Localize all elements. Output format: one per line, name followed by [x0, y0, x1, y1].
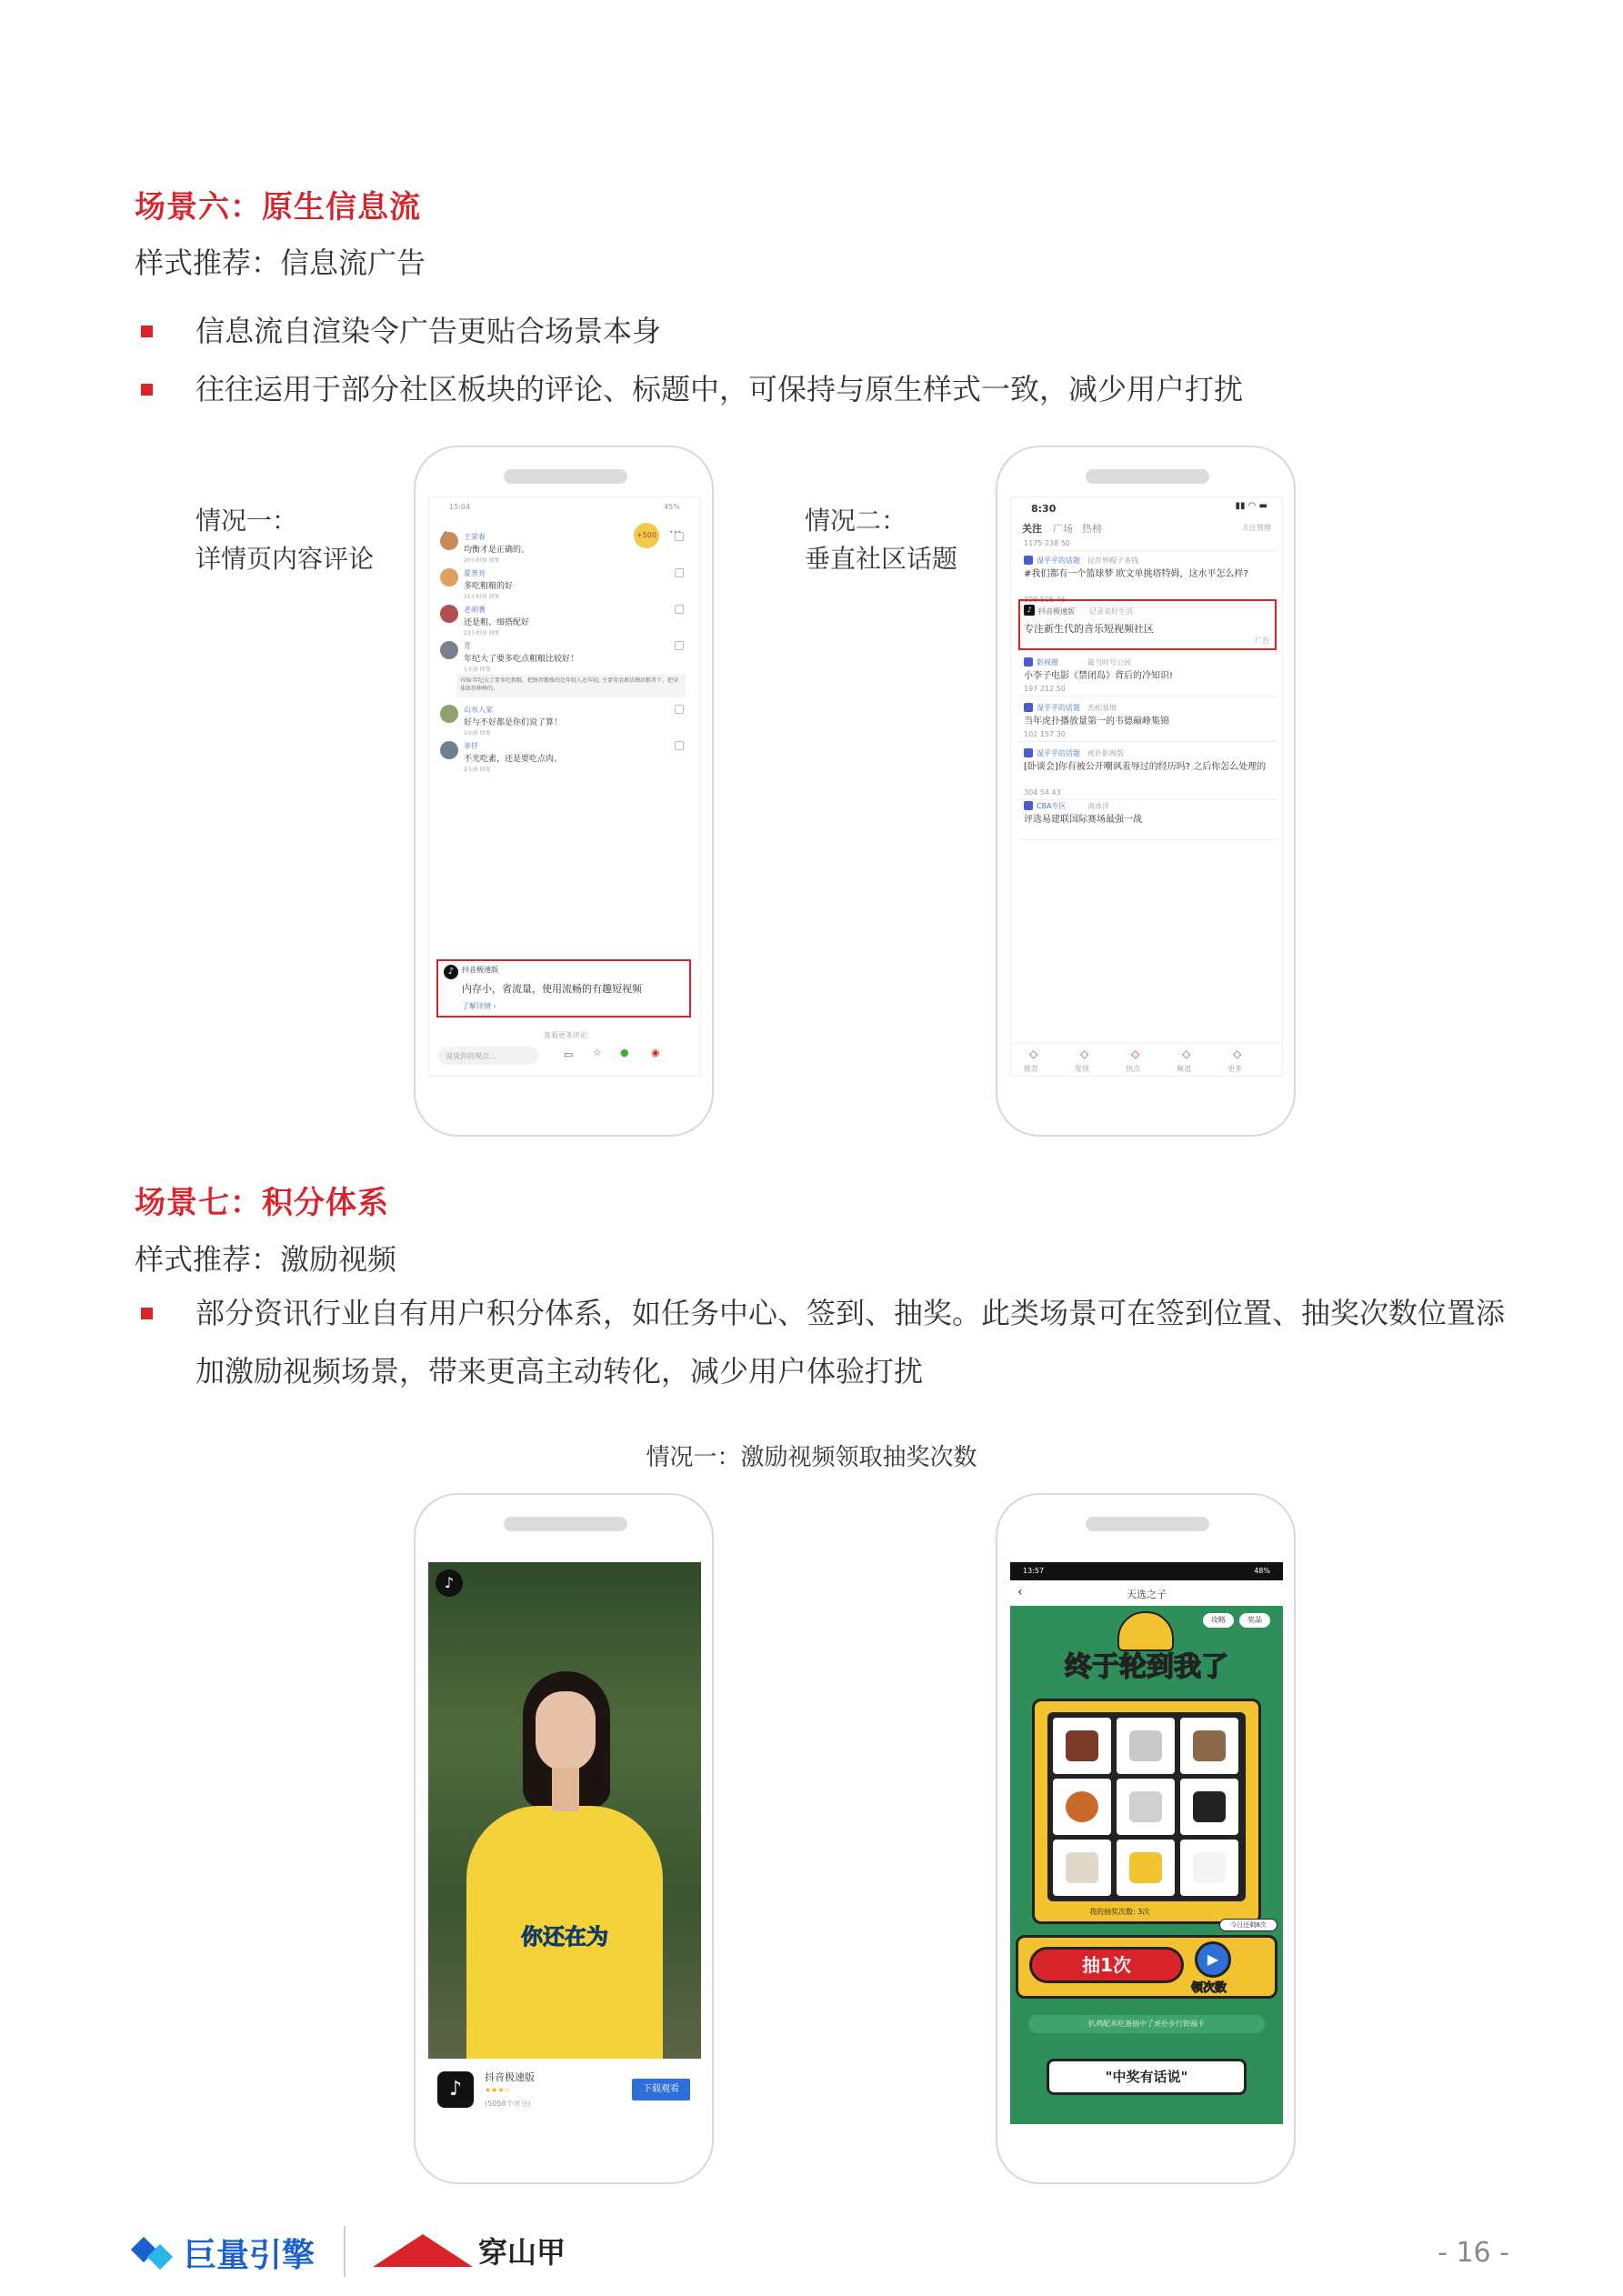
- scene6-bullet-2: [195, 360, 1243, 418]
- oceanengine-logo-icon: [135, 2235, 176, 2271]
- ad-name: 抖音极速版: [462, 966, 498, 974]
- nav-icon[interactable]: ◇: [1182, 1048, 1191, 1060]
- comment-author[interactable]: 夏普亮: [464, 569, 486, 577]
- avatar: [440, 568, 458, 587]
- post-source: 湿乎乎的话题: [1037, 704, 1080, 712]
- topic-icon: [1024, 801, 1033, 810]
- winner-ticker: 扒鸡配米吃备抽中了虎扑步行街福卡: [1028, 2015, 1265, 2033]
- avatar: [440, 705, 458, 723]
- comment-text: 好与不好都是你们说了算！: [464, 718, 563, 727]
- scene7-style-rec: 样式推荐：激励视频: [135, 1242, 397, 1277]
- scene6-style-rec: 样式推荐：信息流广告: [135, 246, 426, 280]
- post-stats: 197 212 50: [1024, 685, 1066, 693]
- more-comments-link[interactable]: 查看更多评论: [544, 1031, 587, 1039]
- get-chances-button[interactable]: 领次数: [1191, 1981, 1227, 1995]
- prize-cell: [1053, 1779, 1111, 1835]
- status-bar: [1010, 1562, 1283, 1580]
- reply-text: 容锦:年纪大了要多吃粗粮。把肠胃锻炼的比年轻人还年轻; 主要营活素法额活粮者干，把身体练得棒棒的。: [460, 677, 678, 692]
- top-post-stats: 1175 238 50: [1024, 539, 1070, 547]
- post-title: 小李子电影《禁闭岛》背后的冷知识!: [1024, 671, 1174, 681]
- post-stats: 398 505 46: [1024, 596, 1066, 604]
- comment-meta: 1天前 回复: [464, 730, 491, 737]
- like-icon[interactable]: [675, 741, 684, 750]
- post-source: 湿乎乎的话题: [1037, 556, 1080, 565]
- prize-cell: [1117, 1840, 1175, 1896]
- like-icon[interactable]: [675, 568, 684, 577]
- phone-speaker: [504, 1517, 627, 1531]
- more-icon[interactable]: ⋯: [669, 525, 682, 539]
- post-stats: 102 157 30: [1024, 730, 1066, 738]
- case1-desc: 详情页内容评论: [195, 544, 375, 574]
- scene7-caption: 情况一：激励视频领取抽奖次数: [646, 1444, 977, 1471]
- winner-stories-banner[interactable]: "中奖有话说": [1047, 2059, 1247, 2095]
- like-icon[interactable]: [675, 641, 684, 650]
- prize-cell: [1180, 1718, 1238, 1774]
- phone-speaker: [1086, 469, 1209, 484]
- post-subsource: 昆世界帽子多钱: [1087, 556, 1138, 565]
- page-number: - 16 -: [1438, 2237, 1509, 2269]
- video-subtitle: 你还在为: [521, 1924, 608, 1950]
- comment-author[interactable]: 王荣春: [464, 533, 486, 541]
- like-icon[interactable]: [675, 605, 684, 614]
- comment-icon[interactable]: ▭: [564, 1048, 574, 1060]
- ad-text: 专注新生代的音乐短视频社区: [1024, 623, 1154, 635]
- case1-label: [195, 502, 374, 578]
- scene7-bullet: [195, 1284, 1541, 1400]
- nav-icon[interactable]: ◇: [1131, 1048, 1140, 1060]
- nav-icon[interactable]: ◇: [1233, 1048, 1242, 1060]
- comment-meta: 23小时前 回复: [464, 630, 500, 637]
- topic-icon: [1024, 556, 1033, 565]
- page-title: 天选之子: [1127, 1589, 1167, 1600]
- comment-text: 多吃粗粮的好: [464, 582, 514, 591]
- nav-label[interactable]: 发现: [1075, 1065, 1089, 1073]
- prize-cell: [1053, 1718, 1111, 1774]
- divider: [1018, 799, 1277, 800]
- prize-machine: [1032, 1699, 1261, 1924]
- post-source: 湿乎乎的话题: [1037, 749, 1080, 757]
- tab-square[interactable]: 广场: [1053, 523, 1073, 535]
- ad-name: 抖音极速版: [1038, 607, 1075, 616]
- divider: [1018, 696, 1277, 697]
- draw-panel: [1016, 1935, 1277, 1999]
- comment-input[interactable]: [438, 1047, 538, 1065]
- post-subsource: 杰松基地: [1087, 704, 1117, 712]
- post-title: #我们都有一个篮球梦 欧文单挑塔特姆，这水平怎么样?: [1024, 569, 1248, 579]
- prize-item-icon: [1066, 1791, 1098, 1822]
- nav-icon[interactable]: ◇: [1029, 1048, 1038, 1060]
- comment-meta: 20小时前 回复: [464, 557, 500, 564]
- comment-meta: 1天前 回复: [464, 667, 491, 673]
- bottom-nav: [1011, 1043, 1283, 1076]
- pangle-logo-icon: [373, 2234, 473, 2267]
- prize-cell: [1117, 1718, 1175, 1774]
- scene6-bullet-1: [195, 302, 661, 360]
- bullet-marker: [141, 1308, 153, 1319]
- follow-manage-link[interactable]: 关注管理: [1242, 524, 1271, 532]
- prize-cell: [1117, 1779, 1175, 1835]
- divider: [1018, 839, 1277, 840]
- tab-hot[interactable]: 热榜: [1082, 523, 1102, 535]
- ad-tag: 广告: [1255, 637, 1269, 645]
- douyin-lite-logo-icon: ♪: [1024, 605, 1035, 616]
- comment-text: 年纪大了要多吃点粗粮比较好！: [464, 655, 579, 664]
- tab-follow[interactable]: 关注: [1022, 523, 1042, 535]
- phone-lottery: [996, 1493, 1296, 2184]
- prize-item-icon: [1129, 1730, 1162, 1761]
- prizes-pill[interactable]: 奖品: [1239, 1613, 1270, 1628]
- prize-item-icon: [1193, 1791, 1226, 1822]
- prize-item-icon: [1193, 1852, 1226, 1883]
- comment-text: 均衡才是正确的。: [464, 546, 530, 555]
- prize-cell: [1180, 1840, 1238, 1896]
- ad-learn-more-link[interactable]: 了解详情 ›: [462, 1002, 496, 1010]
- draw-once-button[interactable]: 抽1次: [1029, 1947, 1184, 1983]
- like-icon[interactable]: [675, 705, 684, 714]
- lottery-screen: [1010, 1562, 1283, 2124]
- topic-icon: [1024, 657, 1033, 667]
- status-icons: ▮▮ ◠ ▬: [1235, 501, 1267, 511]
- prize-grid: [1047, 1712, 1246, 1901]
- phone-screen: [428, 496, 701, 1077]
- pangle-logo: [373, 2230, 566, 2271]
- comment-input-placeholder: 说说你的观点...: [446, 1052, 496, 1060]
- post-title: 评选易建联国际赛场最强一战: [1024, 815, 1142, 825]
- presenter-neck: [552, 1768, 579, 1811]
- post-title: [卧谈会]你有被公开嘲讽羞辱过的经历吗? 之后你怎么处理的: [1024, 762, 1267, 772]
- phone-speaker: [1086, 1517, 1209, 1531]
- phone-community: [996, 446, 1296, 1137]
- app-name: 抖音极速版: [485, 2071, 535, 2083]
- douyin-lite-app-icon: ♪: [437, 2071, 474, 2108]
- comment-author[interactable]: 山水人家: [464, 706, 493, 714]
- avatar: [440, 532, 458, 550]
- draw-count: 我的抽奖次数: 3次: [1089, 1908, 1150, 1916]
- strategy-pill[interactable]: 攻略: [1203, 1613, 1234, 1628]
- post-subsource: 虎扑影视版: [1087, 749, 1124, 757]
- wechat-icon[interactable]: ●: [620, 1047, 629, 1058]
- post-subsource: 最当时号公园: [1087, 658, 1131, 667]
- share-icon[interactable]: ◉: [651, 1047, 660, 1058]
- reply-box: [456, 674, 686, 697]
- bullet-marker: [141, 326, 153, 337]
- avatar: [440, 741, 458, 759]
- video-screen: [428, 1562, 701, 2124]
- case2-desc: 垂直社区话题: [805, 544, 958, 574]
- remaining-badge: 今日还剩8次: [1219, 1919, 1277, 1931]
- avatar: [440, 605, 458, 623]
- topic-icon: [1024, 748, 1033, 757]
- comment-meta: 21小时前 回复: [464, 594, 500, 600]
- prize-item-icon: [1066, 1730, 1098, 1761]
- case2-heading: 情况二：: [805, 506, 907, 536]
- title-bar: [1010, 1580, 1283, 1606]
- pangle-logo-text: 穿山甲: [478, 2235, 566, 2270]
- bullet-marker: [141, 384, 153, 396]
- play-video-icon[interactable]: ▶: [1195, 1941, 1231, 1978]
- oceanengine-logo: [135, 2230, 315, 2276]
- case2-label: [805, 502, 957, 578]
- bullet-text-line1: 部分资讯行业自有用户积分体系，如任务中心、签到、抽奖。此类场景可在签到位置、抽奖次数位置添: [195, 1296, 1506, 1330]
- prize-item-icon: [1129, 1852, 1162, 1883]
- prize-item-icon: [1193, 1730, 1226, 1761]
- download-button[interactable]: 下载观看: [632, 2079, 690, 2100]
- star-icon[interactable]: ☆: [593, 1047, 602, 1058]
- nav-label[interactable]: 热点: [1126, 1065, 1140, 1073]
- status-time: 13:57: [1023, 1567, 1045, 1575]
- bullet-text: 信息流自渲染令广告更贴合场景本身: [195, 314, 662, 348]
- status-battery: 45%: [664, 503, 680, 511]
- phone-comments: [414, 446, 714, 1137]
- banner-title: 终于轮到我了: [1065, 1651, 1228, 1683]
- phone-reward-video: [414, 1493, 714, 2184]
- prize-cell: [1053, 1840, 1111, 1896]
- comment-author[interactable]: 老胡蓍: [464, 606, 486, 614]
- presenter-face: [536, 1691, 596, 1771]
- nav-label[interactable]: 频道: [1177, 1065, 1191, 1073]
- comment-author[interactable]: 青: [464, 642, 471, 650]
- post-source: CBA专区: [1037, 802, 1067, 810]
- post-subsource: 南冰洋: [1087, 802, 1109, 810]
- video-logo-icon: ♪: [436, 1569, 463, 1597]
- points-badge: +500: [634, 523, 659, 548]
- ad-text: 内存小，省流量，使用流畅的有趣短视频: [462, 983, 642, 995]
- app-download-card[interactable]: [428, 2059, 701, 2124]
- footer-divider: [344, 2226, 346, 2277]
- divider: [1018, 741, 1277, 742]
- case1-heading: 情况一：: [195, 506, 298, 536]
- prize-cell: [1180, 1779, 1238, 1835]
- prize-item-icon: [1129, 1791, 1162, 1822]
- status-time: 15:04: [449, 503, 471, 511]
- bullet-text-line2: 加激励视频场景，带来更高主动转化，减少用户体验打扰: [195, 1354, 924, 1389]
- comment-meta: 2天前 回复: [464, 767, 491, 773]
- post-stats: 304 54 43: [1024, 788, 1061, 797]
- nav-icon[interactable]: ◇: [1080, 1048, 1089, 1060]
- comment-text: 还是粗、细搭配好: [464, 618, 530, 627]
- divider: [1018, 550, 1277, 551]
- nav-label[interactable]: 推荐: [1024, 1065, 1038, 1073]
- scene6-title: 场景六：原生信息流: [135, 189, 421, 226]
- like-icon[interactable]: [675, 532, 684, 541]
- app-rating-count: (5058个评分): [485, 2100, 531, 2108]
- oceanengine-logo-text: 巨量引擎: [184, 2237, 316, 2274]
- post-source: 影视圈: [1037, 658, 1058, 667]
- avatar: [440, 641, 458, 659]
- scene7-title: 场景七：积分体系: [135, 1185, 389, 1221]
- douyin-lite-logo-icon: ♪: [444, 965, 458, 979]
- nav-label[interactable]: 更多: [1227, 1065, 1242, 1073]
- status-time: 8:30: [1031, 503, 1057, 515]
- topic-icon: [1024, 703, 1033, 712]
- phone-speaker: [504, 469, 627, 484]
- ad-subtitle: 记录美好生活: [1089, 607, 1133, 616]
- app-rating: ★★★☆: [485, 2086, 511, 2094]
- back-arrow-icon[interactable]: ‹: [1017, 1585, 1023, 1599]
- status-battery: 48%: [1254, 1567, 1270, 1575]
- comment-text: 不光吃素，还是要吃点肉。: [464, 755, 563, 764]
- comment-author[interactable]: 菲钎: [464, 742, 478, 750]
- prize-item-icon: [1066, 1852, 1098, 1883]
- phone-screen: [1010, 496, 1283, 1077]
- post-title: 当年虎扑播放量第一的韦德巅峰集锦: [1024, 717, 1169, 727]
- bullet-text: 往往运用于部分社区板块的评论、标题中，可保持与原生样式一致，减少用户打扰: [195, 372, 1244, 406]
